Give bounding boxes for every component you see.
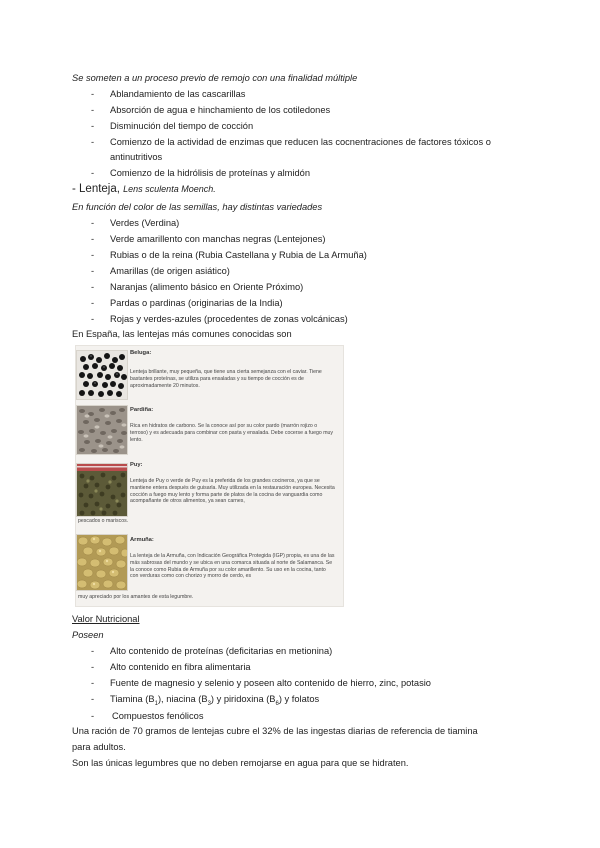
- vitamins-text-c: ) y piridoxina (B: [210, 694, 276, 704]
- armuna-name: Armuña:: [130, 537, 154, 543]
- armuna-description: La lenteja de la Armuña, con Indicación Geográfica Protegida (IGP) propia, es una de las más sabrosas del mundo y se ubica en una comarca situada al norte de Salamanca. Se la conoce como Rubia de Armuña por su color amarillento. Su uso en la cocina, tanto con verduras como con chorizo y morro de cerdo, es: [130, 553, 335, 580]
- soaking-item: Comienzo de la hidrólisis de proteínas y almidón: [110, 168, 310, 178]
- bullet-dash: -: [91, 105, 95, 115]
- bullet-dash: -: [91, 250, 95, 260]
- bullet-dash: -: [91, 298, 95, 308]
- bullet-dash: -: [91, 89, 95, 99]
- variety-item: Verde amarillento con manchas negras (Lentejones): [110, 234, 326, 244]
- bullet-dash: -: [91, 282, 95, 292]
- lentil-varieties-figure: [75, 345, 344, 607]
- puy-description: Lenteja de Puy o verde de Puy es la preferida de los grandes cocineros, ya que se mantiene entera después de guisarla. Muy utilizada en la restauración europea. Necesita cocción a fuego muy lento y forma parte de platos de la cocina de vanguardia como acompañante de otros alimentos, ya sean carnes,: [130, 478, 335, 505]
- bullet-dash: -: [91, 137, 95, 147]
- variety-item: Rubias o de la reina (Rubia Castellana y Rubia de La Armuña): [110, 250, 367, 260]
- vitamins-text-b: ), niacina (B: [157, 694, 208, 704]
- no-soak-text: Son las únicas legumbres que no deben remojarse en agua para que se hidraten.: [72, 758, 409, 768]
- varieties-intro: En función del color de las semillas, hay distintas variedades: [72, 202, 323, 212]
- bullet-dash: -: [91, 234, 95, 244]
- variety-item: Pardas o pardinas (originarias de la India): [110, 298, 283, 308]
- nutrition-poseen: Poseen: [72, 630, 104, 640]
- puy-lentil-image: [76, 463, 128, 517]
- soaking-item: Ablandamiento de las cascarillas: [110, 89, 246, 99]
- bullet-dash: -: [91, 662, 95, 672]
- pardina-name: Pardiña:: [130, 407, 154, 413]
- lenteja-latin: Lens sculenta Moench.: [123, 184, 216, 194]
- variety-item: Amarillas (de origen asiático): [110, 266, 230, 276]
- ration-text-continuation: para adultos.: [72, 742, 126, 752]
- lenteja-title: - Lenteja,: [72, 183, 120, 195]
- nutrition-item: Compuestos fenólicos: [112, 711, 204, 721]
- bullet-dash: -: [91, 266, 95, 276]
- soaking-intro: Se someten a un proceso previo de remojo con una finalidad múltiple: [72, 73, 358, 83]
- vitamins-item: [110, 692, 319, 707]
- nutrition-item: Fuente de magnesio y selenio y poseen alto contenido de hierro, zinc, potasio: [110, 678, 431, 688]
- bullet-dash: -: [91, 314, 95, 324]
- vitamin-b3-subscript: 3: [207, 700, 211, 707]
- bullet-dash: -: [91, 646, 95, 656]
- bullet-dash: -: [91, 121, 95, 131]
- soaking-item-continuation: antinutritivos: [110, 152, 163, 162]
- soaking-item: Absorción de agua e hinchamiento de los cotiledones: [110, 105, 331, 115]
- soaking-item: Comienzo de la actividad de enzimas que reducen las cocnentraciones de factores tóxicos o: [110, 137, 491, 147]
- bullet-dash: -: [91, 711, 95, 721]
- lenteja-heading: [72, 182, 216, 197]
- nutrition-heading: Valor Nutricional: [72, 614, 140, 624]
- pardina-description: Rica en hidratos de carbono. Se la conoce así por su color pardo (marrón rojizo o terroso) y es adecuada para combinar con pasta y ensalada. Debe cocerse a fuego muy lento.: [130, 423, 334, 443]
- bullet-dash: -: [91, 694, 95, 704]
- bullet-dash: -: [91, 218, 95, 228]
- pardina-lentil-image: [76, 405, 128, 455]
- puy-description-continuation: pescados o mariscos.: [78, 518, 129, 524]
- vitamins-text-d: ) y folatos: [278, 694, 320, 704]
- spain-common-text: En España, las lentejas más comunes conocidas son: [72, 329, 292, 339]
- armuna-description-continuation: muy apreciado por los amantes de esta legumbre.: [78, 594, 194, 600]
- bullet-dash: -: [91, 678, 95, 688]
- nutrition-item: Alto contenido en fibra alimentaria: [110, 662, 251, 672]
- vitamins-text-a: Tiamina (B: [110, 694, 155, 704]
- beluga-name: Beluga:: [130, 350, 152, 356]
- variety-item: Naranjas (alimento básico en Oriente Próximo): [110, 282, 304, 292]
- nutrition-item: Alto contenido de proteínas (deficitarias en metionina): [110, 646, 333, 656]
- soaking-item: Disminución del tiempo de cocción: [110, 121, 254, 131]
- bullet-dash: -: [91, 168, 95, 178]
- armuna-lentil-image: [76, 534, 128, 591]
- variety-item: Rojas y verdes-azules (procedentes de zonas volcánicas): [110, 314, 348, 324]
- beluga-description: Lenteja brillante, muy pequeña, que tiene una cierta semejanza con el caviar. Tiene bastantes proteínas, se utiliza para ensaladas y su tiempo de cocción es de aproximadamente 20 minutos.: [130, 369, 322, 389]
- ration-text: Una ración de 70 gramos de lentejas cubre el 32% de las ingestas diarias de referencia de tiamina: [72, 726, 478, 736]
- puy-name: Puy:: [130, 462, 143, 468]
- variety-item: Verdes (Verdina): [110, 218, 180, 228]
- beluga-lentil-image: [76, 350, 128, 400]
- vitamin-b1-subscript: 1: [154, 700, 158, 707]
- vitamin-b6-subscript: 6: [275, 700, 279, 707]
